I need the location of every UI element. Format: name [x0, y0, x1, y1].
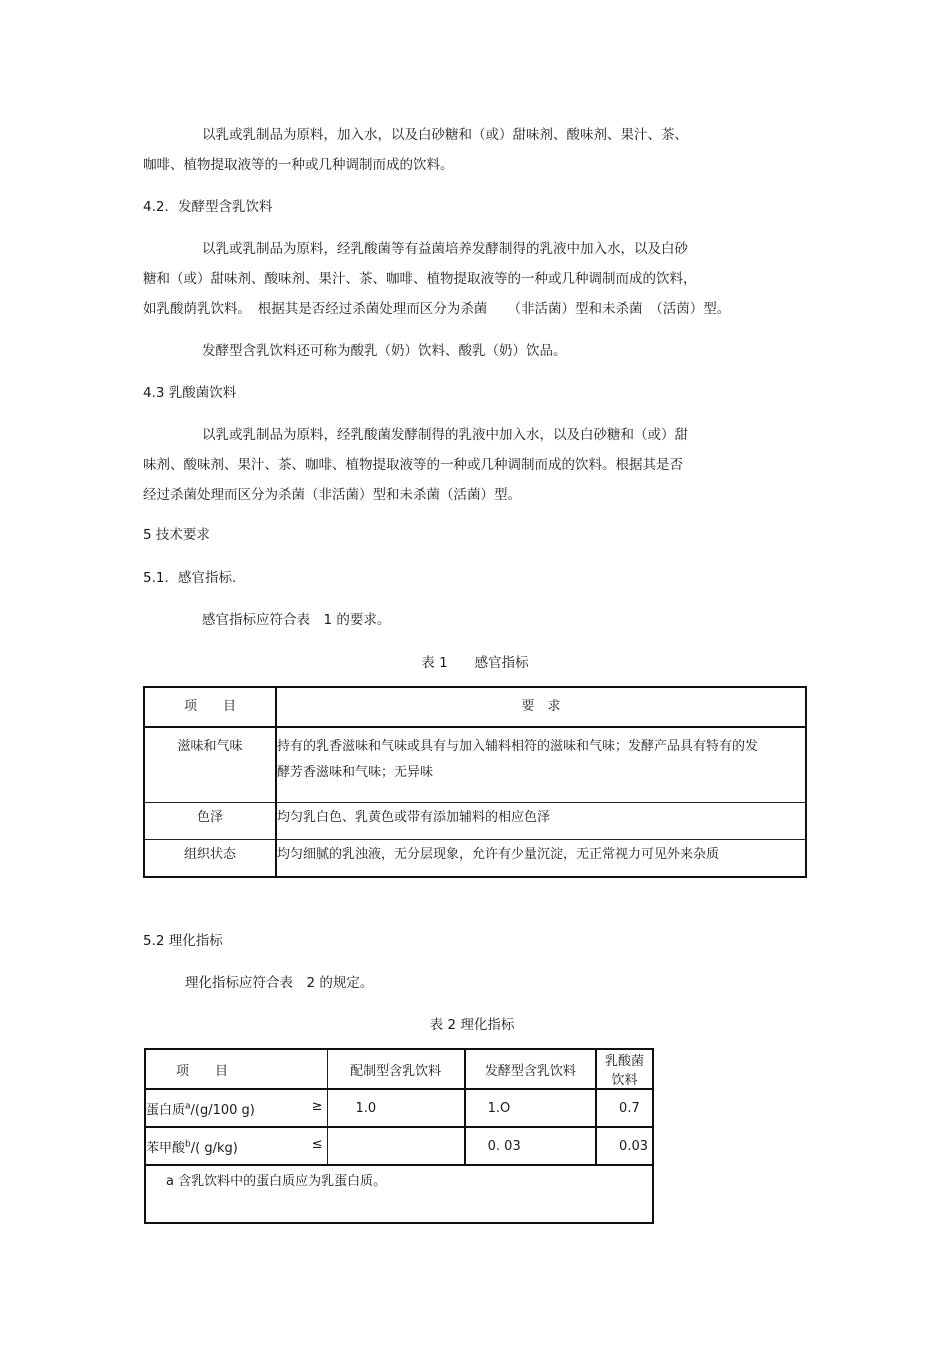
item-unit: /( g/kg) — [190, 1140, 238, 1156]
table-cell: 组织状态 — [144, 840, 276, 878]
table-header-cell: 项 目 — [145, 1049, 327, 1089]
table-cell: 0. 03 — [465, 1127, 596, 1165]
table-cell: 1.0 — [327, 1089, 465, 1127]
paragraph-line: 以乳或乳制品为原料，经乳酸菌发酵制得的乳液中加入水，以及白砂糖和（或）甜 — [202, 427, 688, 443]
table-cell — [276, 727, 806, 803]
table-row — [144, 803, 806, 840]
table-cell — [145, 1089, 327, 1127]
table-cell: 0.7 — [596, 1089, 653, 1127]
table-cell: 均匀细腻的乳浊液，无分层现象，允许有少量沉淀，无正常视力可见外来杂质 — [276, 840, 806, 878]
table-header-cell: 项 目 — [144, 687, 276, 727]
footnote-marker: a — [185, 1101, 191, 1112]
paragraph-line: 以乳或乳制品为原料，加入水，以及白砂糖和（或）甜味剂、酸味剂、果汁、茶、 — [202, 127, 688, 143]
physicochemical-table — [144, 1048, 654, 1224]
table-header-cell: 要 求 — [276, 687, 806, 727]
section-heading-4-2: 4.2．发酵型含乳饮料 — [143, 199, 273, 215]
paragraph-line: 理化指标应符合表 2 的规定。 — [185, 975, 374, 991]
table1-caption: 表 1 感官指标 — [421, 655, 529, 671]
cell-line: 持有的乳香滋味和气味或具有与加入辅料相符的滋味和气味；发酵产品具有特有的发 — [277, 739, 759, 754]
table-row — [145, 1127, 653, 1165]
paragraph-line: 经过杀菌处理而区分为杀菌（非活菌）型和未杀菌（活菌）型。 — [143, 487, 521, 503]
comparison-symbol: ≤ — [311, 1136, 323, 1152]
section-heading-5: 5 技术要求 — [143, 527, 210, 543]
table-header-cell: 发酵型含乳饮料 — [465, 1049, 596, 1089]
table-header-cell: 配制型含乳饮料 — [327, 1049, 465, 1089]
section-heading-4-3: 4.3 乳酸菌饮料 — [143, 385, 237, 401]
item-name: 蛋白质 — [146, 1102, 186, 1118]
table-cell: 色泽 — [144, 803, 276, 840]
table-cell: 滋味和气味 — [144, 727, 276, 803]
table-cell: 均匀乳白色、乳黄色或带有添加辅料的相应色泽 — [276, 803, 806, 840]
table-row — [144, 840, 806, 878]
cell-line: 酵芳香滋味和气味；无异味 — [277, 765, 434, 780]
section-heading-5-1: 5.1．感官指标. — [143, 570, 237, 586]
comparison-symbol: ≥ — [311, 1098, 323, 1114]
table-cell: 1.O — [465, 1089, 596, 1127]
table-cell — [145, 1127, 327, 1165]
paragraph-line: 味剂、酸味剂、果汁、茶、咖啡、植物提取液等的一种或几种调制而成的饮料。根据其是否 — [143, 457, 683, 473]
table-note-row — [145, 1165, 653, 1223]
section-heading-5-2: 5.2 理化指标 — [143, 933, 223, 949]
item-unit: /(g/100 g) — [190, 1102, 255, 1118]
footnote-marker: b — [185, 1139, 191, 1150]
table-header-cell: 乳酸菌饮料 — [596, 1049, 653, 1089]
paragraph-line: 如乳酸荫乳饮料。 根据其是否经过杀菌处理而区分为杀菌 （非活菌）型和未杀菌 （活茵）型。 — [143, 301, 731, 317]
paragraph-line: 感官指标应符合表 1 的要求。 — [202, 612, 391, 628]
table-header-row — [145, 1049, 653, 1089]
table-cell: 0.03 — [596, 1127, 653, 1165]
table2-caption: 表 2 理化指标 — [429, 1017, 515, 1033]
table-header-row — [144, 687, 806, 727]
table-cell — [327, 1127, 465, 1165]
sensory-table — [143, 686, 807, 878]
table-row — [144, 727, 806, 803]
table-row — [145, 1089, 653, 1127]
paragraph-line: 以乳或乳制品为原料，经乳酸菌等有益菌培养发酵制得的乳液中加入水，以及白砂 — [202, 241, 688, 257]
paragraph-line: 糖和（或）甜味剂、酸味剂、果汁、茶、咖啡、植物提取液等的一种或几种调制而成的饮料， — [143, 271, 697, 287]
table-note: a 含乳饮料中的蛋白质应为乳蛋白质。 — [145, 1165, 653, 1223]
paragraph-line: 发酵型含乳饮料还可称为酸乳（奶）饮料、酸乳（奶）饮品。 — [202, 343, 567, 359]
paragraph-line: 咖啡、植物提取液等的一种或几种调制而成的饮料。 — [143, 157, 454, 173]
item-name: 苯甲酸 — [146, 1140, 186, 1156]
